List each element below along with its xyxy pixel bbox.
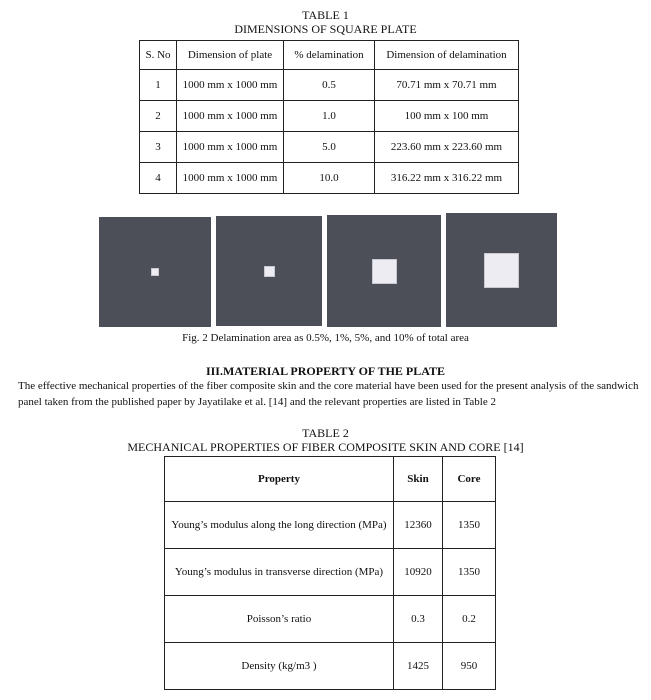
- table1-cell-sno: 3: [140, 132, 177, 163]
- table-row: [140, 70, 519, 101]
- table1-cell-plate: 1000 mm x 1000 mm: [177, 163, 284, 194]
- table2-cell-core: 950: [443, 643, 496, 690]
- table1-cell-plate: 1000 mm x 1000 mm: [177, 70, 284, 101]
- table1-cell-pct: 0.5: [284, 70, 375, 101]
- table1-header-row: [140, 41, 519, 70]
- delamination-square-1: [151, 268, 159, 276]
- table2-header-row: [165, 457, 496, 502]
- table1-header-sno: S. No: [140, 41, 177, 70]
- table1-header-plate: Dimension of plate: [177, 41, 284, 70]
- table1: [139, 40, 519, 194]
- table2-cell-property: Density (kg/m3 ): [165, 643, 394, 690]
- table1-cell-plate: 1000 mm x 1000 mm: [177, 132, 284, 163]
- table1-cell-pct: 5.0: [284, 132, 375, 163]
- table2-number: TABLE 2: [302, 426, 349, 440]
- table2-cell-skin: 1425: [394, 643, 443, 690]
- table1-cell-delam: 100 mm x 100 mm: [375, 101, 519, 132]
- table1-cell-sno: 4: [140, 163, 177, 194]
- table2-cell-core: 1350: [443, 502, 496, 549]
- table1-title: DIMENSIONS OF SQUARE PLATE: [234, 22, 417, 36]
- figure-caption: Fig. 2 Delamination area as 0.5%, 1%, 5%, and 10% of total area: [182, 332, 469, 344]
- table2-cell-core: 1350: [443, 549, 496, 596]
- section-heading: III.MATERIAL PROPERTY OF THE PLATE: [205, 364, 446, 378]
- table2-cell-skin: 0.3: [394, 596, 443, 643]
- table1-cell-delam: 316.22 mm x 316.22 mm: [375, 163, 519, 194]
- table1-cell-sno: 1: [140, 70, 177, 101]
- table2-cell-property: Young’s modulus in transverse direction (MPa): [165, 549, 394, 596]
- plate-image-4: [446, 213, 557, 327]
- table2-header-core: Core: [443, 457, 496, 502]
- table2-header-property: Property: [165, 457, 394, 502]
- table1-cell-plate: 1000 mm x 1000 mm: [177, 101, 284, 132]
- table1-cell-pct: 10.0: [284, 163, 375, 194]
- plate-image-2: [216, 216, 322, 326]
- delamination-square-4: [484, 253, 519, 288]
- table2-header-skin: Skin: [394, 457, 443, 502]
- table-row: [165, 596, 496, 643]
- delamination-square-2: [264, 266, 275, 277]
- table2-cell-skin: 12360: [394, 502, 443, 549]
- section-body: The effective mechanical properties of the fiber composite skin and the core material have been used for the present analysis of the sandwich panel taken from the published paper by Jayatilake et al. [14] and the relevant properties are listed in Table 2: [18, 380, 639, 408]
- table2-cell-property: Poisson’s ratio: [165, 596, 394, 643]
- table1-header-pct: % delamination: [284, 41, 375, 70]
- table1-header-delam: Dimension of delamination: [375, 41, 519, 70]
- table2-title: MECHANICAL PROPERTIES OF FIBER COMPOSITE SKIN AND CORE [14]: [127, 440, 524, 454]
- plate-image-3: [327, 215, 441, 327]
- table2: [164, 456, 496, 690]
- table1-cell-sno: 2: [140, 101, 177, 132]
- table-row: [165, 502, 496, 549]
- table2-cell-skin: 10920: [394, 549, 443, 596]
- delamination-square-3: [372, 259, 397, 284]
- table1-cell-delam: 70.71 mm x 70.71 mm: [375, 70, 519, 101]
- table1-cell-pct: 1.0: [284, 101, 375, 132]
- table-row: [165, 643, 496, 690]
- table-row: [140, 101, 519, 132]
- table1-cell-delam: 223.60 mm x 223.60 mm: [375, 132, 519, 163]
- plate-image-1: [99, 217, 211, 327]
- table-row: [140, 132, 519, 163]
- figure-2-plates: [0, 215, 651, 327]
- table2-cell-core: 0.2: [443, 596, 496, 643]
- table-row: [140, 163, 519, 194]
- table2-cell-property: Young’s modulus along the long direction (MPa): [165, 502, 394, 549]
- table-row: [165, 549, 496, 596]
- table1-number: TABLE 1: [302, 8, 349, 22]
